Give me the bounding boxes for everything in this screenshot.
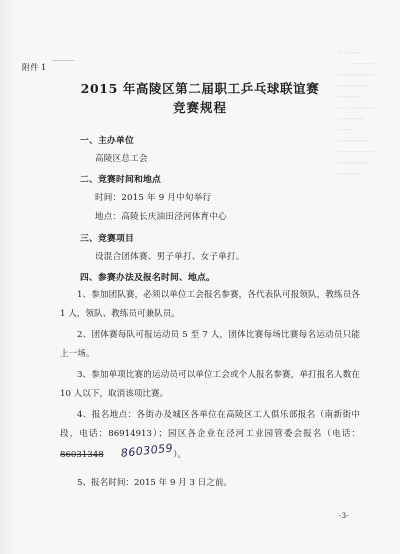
scan-mark [52, 60, 74, 61]
event-place-text: 地点：高陵长庆油田泾河体育中心 [95, 212, 227, 222]
section-heading-time-place: 二、竞赛时间和地点 [80, 175, 161, 185]
rule4-close: ）。 [173, 450, 187, 460]
document-title: 2015 年高陵区第二届职工乒乓球联谊赛 [80, 81, 320, 96]
attachment-label: 附件 1 [22, 63, 47, 72]
show-through-text: ─ ──── 二、 ────── ────────── ───────── ────── ── ─────── ─────── ──── ───────── ────────── ──────── ────── [338, 50, 375, 178]
rule-paragraph-4 [60, 406, 360, 465]
document-subtitle: 竞赛规程 [172, 100, 227, 115]
rule-paragraph-1: 1、参加团队赛，必须以单位工会报名参赛，各代表队可报领队，教练员各 1 人，领队、教练员可兼队员。 [60, 290, 360, 319]
struck-phone-number: 86031348 [60, 450, 104, 460]
event-time-text: 时间：2015 年 9 月中旬举行 [95, 193, 212, 203]
section-heading-events: 三、竞赛项目 [80, 234, 134, 244]
rule-paragraph-5: 5、报名时间：2015 年 9 月 3 日之前。 [77, 478, 233, 488]
handwritten-phone-number: 8603059 [119, 441, 174, 460]
events-text: 设混合团体赛、男子单打、女子单打。 [95, 252, 245, 262]
rule-paragraph-2: 2、团体赛每队可报运动员 5 至 7 人，团体比赛每场比赛每名运动员只能上一场。 [60, 330, 360, 359]
section-heading-registration: 四、参赛办法及报名时间、地点。 [80, 273, 215, 283]
page-number: -3- [339, 512, 349, 520]
rule-paragraph-3: 3、参加单项比赛的运动员可以单位工会或个人报名参赛，单打报名人数在 10 人以下，取消该项比赛。 [60, 370, 360, 399]
section-heading-organizer: 一、主办单位 [80, 136, 134, 146]
organizer-text: 高陵区总工会 [95, 154, 148, 164]
rule4-text: 4、报名地点：各街办及城区各单位在高陵区工人俱乐部报名（南新街中段，电话：86914913）；园区各企业在泾河工业园管委会报名（电话： [60, 410, 360, 439]
